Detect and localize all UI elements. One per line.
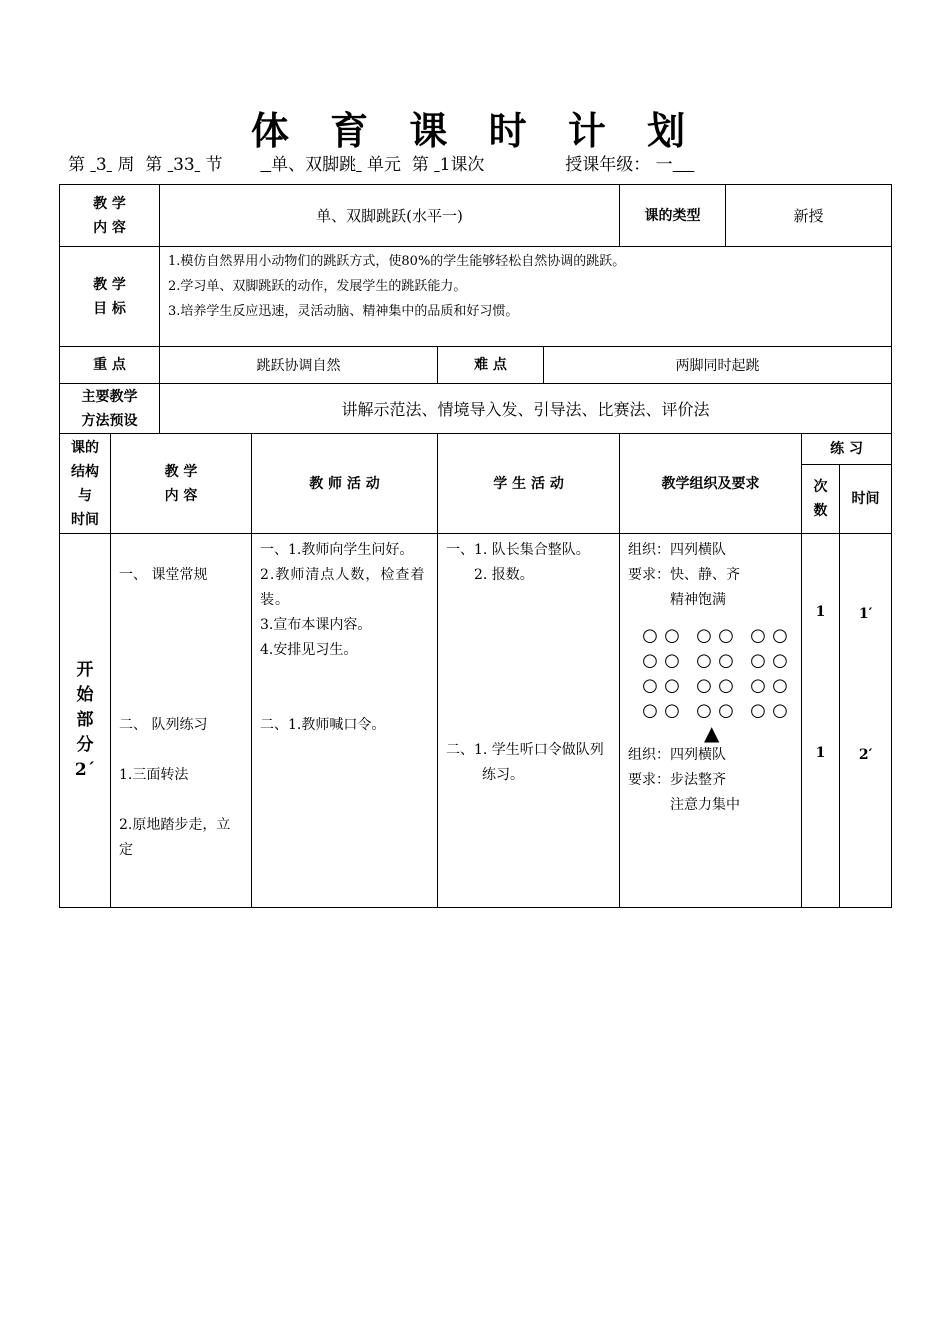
student-marker: ○ [664, 625, 680, 646]
content-item: 二、 队列练习 [119, 717, 208, 733]
teacher-cell [252, 534, 438, 908]
student-marker: ○ [642, 650, 658, 671]
goal-item: 1.模仿自然界用小动物们的跳跃方式，使80%的学生能够轻松自然协调的跳跃。 [168, 254, 626, 269]
week-prefix: 第 [68, 155, 85, 175]
teacher-line: 一、1.教师向学生问好。 [260, 542, 414, 558]
opening-section-row [60, 534, 892, 908]
student-line: 练习。 [482, 767, 524, 783]
student-marker: ○ [664, 700, 680, 721]
col-structure: 课的 结构 与 时间 [60, 434, 111, 534]
teacher-position-icon: ▲ [704, 721, 720, 745]
key-row [60, 347, 892, 384]
column-header-row [60, 434, 892, 465]
col-times: 次 数 [802, 465, 840, 534]
type-value: 新授 [726, 185, 892, 247]
student-marker: ○ [664, 650, 680, 671]
col-student: 学 生 活 动 [438, 434, 620, 534]
difficult-label: 难 点 [438, 347, 544, 384]
req-line: 精神饱满 [670, 592, 727, 608]
lesson-number: 1 [439, 155, 451, 175]
organization-cell [620, 534, 802, 908]
student-line: 二、1. 学生听口令做队列 [446, 742, 604, 758]
student-line: 2. 报数。 [474, 567, 534, 583]
lesson-suffix: 课次 [450, 155, 485, 175]
type-label: 课的类型 [620, 185, 726, 247]
teacher-line: 4.安排见习生。 [260, 642, 358, 658]
week-number: 3 [95, 155, 107, 175]
method-value: 讲解示范法、情境导入发、引导法、比赛法、评价法 [160, 384, 892, 434]
col-teacher: 教 师 活 动 [252, 434, 438, 534]
teacher-line: 2.教师清点人数，检查着装。 [260, 567, 426, 608]
req-line: 要求：快、静、齐 [628, 567, 741, 583]
goal-item: 2.学习单、双脚跳跃的动作，发展学生的跳跃能力。 [168, 279, 467, 294]
page-title: 体 育 课 时 计 划 [250, 108, 700, 153]
teacher-line: 二、1.教师喊口令。 [260, 717, 386, 733]
lesson-plan-table [59, 184, 892, 908]
student-marker: ○ [642, 675, 658, 696]
content-label: 教 学 内 容 [60, 185, 160, 247]
key-value: 跳跃协调自然 [160, 347, 438, 384]
content-value: 单、双脚跳跃(水平一) [160, 185, 620, 247]
student-marker: ○ [772, 700, 788, 721]
student-marker: ○ [718, 650, 734, 671]
method-row [60, 384, 892, 434]
lesson-prefix: 第 [411, 155, 429, 175]
student-marker: ○ [750, 625, 766, 646]
col-practice: 练 习 [802, 434, 892, 465]
col-organization: 教学组织及要求 [620, 434, 802, 534]
student-marker: ○ [696, 675, 712, 696]
student-marker: ○ [696, 650, 712, 671]
student-marker: ○ [696, 700, 712, 721]
unit-name: 单、双脚跳 [271, 155, 357, 175]
goal-row [60, 247, 892, 347]
req-line: 要求：步法整齐 [628, 772, 727, 788]
practice-time: 2′ [858, 747, 873, 763]
method-label: 主要教学 方法预设 [60, 384, 160, 434]
student-marker: ○ [642, 700, 658, 721]
org-line: 组织：四列横队 [628, 747, 727, 763]
content-item: 2.原地踏步走，立定 [119, 817, 231, 858]
formation-diagram [642, 623, 793, 743]
student-marker: ○ [696, 625, 712, 646]
student-cell [438, 534, 620, 908]
part-label: 开 始 部 分 2ˊ [60, 534, 111, 908]
goal-label: 教 学 目 标 [60, 247, 160, 347]
student-marker: ○ [772, 625, 788, 646]
week-suffix: 周 [117, 155, 135, 175]
col-duration: 时间 [840, 465, 892, 534]
org-line: 组织：四列横队 [628, 542, 727, 558]
section-prefix: 第 [145, 155, 163, 175]
teacher-line: 3.宣布本课内容。 [260, 617, 372, 633]
content-item: 一、 课堂常规 [119, 567, 208, 583]
col-content: 教 学 内 容 [111, 434, 252, 534]
student-marker: ○ [664, 675, 680, 696]
student-marker: ○ [718, 675, 734, 696]
student-marker: ○ [750, 700, 766, 721]
content-cell [111, 534, 252, 908]
content-item: 1.三面转法 [119, 767, 189, 783]
student-marker: ○ [718, 625, 734, 646]
student-marker: ○ [750, 675, 766, 696]
difficult-value: 两脚同时起跳 [544, 347, 892, 384]
student-marker: ○ [718, 700, 734, 721]
goal-item: 3.培养学生反应迅速，灵活动脑、精神集中的品质和好习惯。 [168, 304, 519, 319]
practice-count: 1 [815, 745, 826, 761]
practice-time: 1′ [858, 606, 873, 622]
grade-label: 授课年级： [565, 155, 651, 175]
student-line: 一、1. 队长集合整队。 [446, 542, 590, 558]
unit-suffix: 单元 [366, 155, 401, 175]
practice-count: 1 [815, 604, 826, 620]
student-marker: ○ [750, 650, 766, 671]
grade-value: 一 [655, 155, 673, 175]
practice-time-cell [840, 534, 892, 908]
student-marker: ○ [772, 675, 788, 696]
section-suffix: 节 [205, 155, 223, 175]
lesson-header-line [68, 150, 694, 175]
req-line: 注意力集中 [670, 797, 741, 813]
practice-count-cell [802, 534, 840, 908]
goal-list [160, 247, 892, 347]
section-number: 33 [173, 155, 195, 175]
student-marker: ○ [772, 650, 788, 671]
content-row [60, 185, 892, 247]
student-marker: ○ [642, 625, 658, 646]
key-label: 重 点 [60, 347, 160, 384]
